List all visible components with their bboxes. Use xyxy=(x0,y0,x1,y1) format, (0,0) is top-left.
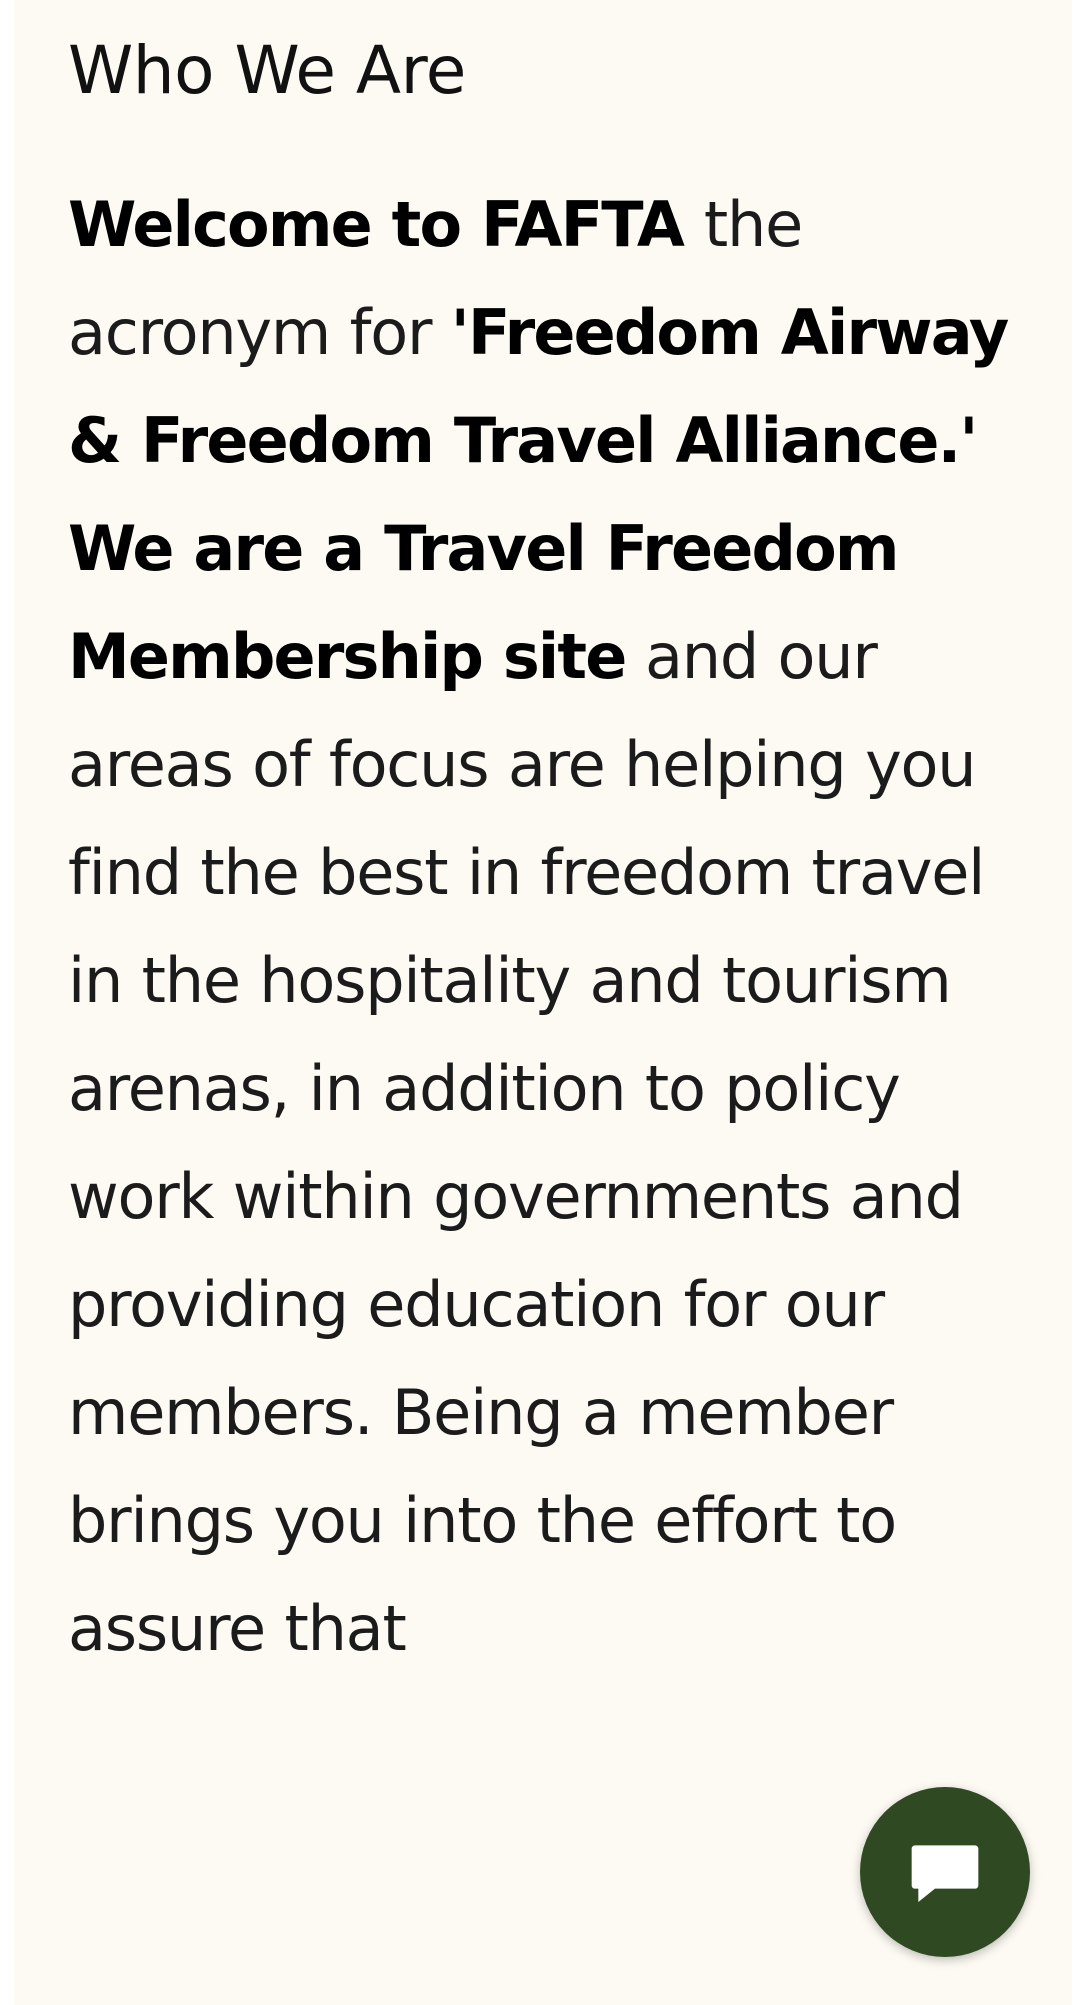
left-edge-gutter xyxy=(0,0,14,2005)
about-paragraph-emphasis: 'Freedom Airway & Freedom Travel Alliance.' We are a Travel Freedom Membership site xyxy=(68,295,1008,693)
about-paragraph-lead: Welcome to FAFTA xyxy=(68,187,704,261)
chat-widget-button[interactable] xyxy=(860,1787,1030,1957)
right-edge-gutter xyxy=(1072,0,1080,2005)
chat-bubble-icon xyxy=(905,1832,985,1912)
about-paragraph xyxy=(68,171,1020,1683)
page-title: Who We Are xyxy=(68,32,466,109)
about-paragraph-text-1: the acronym for xyxy=(68,187,803,369)
about-paragraph-text-2: and our areas of focus are helping you find the best in freedom travel in the hospitality and tourism arenas, in addition to policy work within governments and providing education for our members. Being a member brings you into the effort to assure that xyxy=(68,619,985,1665)
